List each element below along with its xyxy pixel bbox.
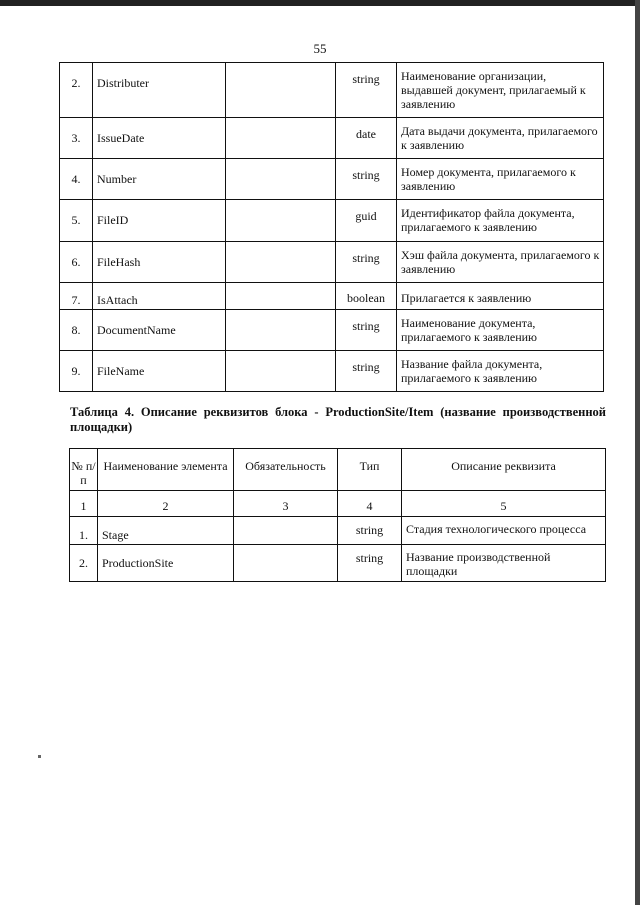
header-cell: № п/п — [70, 449, 98, 491]
element-name-cell: IsAttach — [93, 283, 226, 310]
element-name-cell: Distributer — [93, 63, 226, 118]
column-number-cell: 2 — [98, 491, 234, 517]
table-row — [60, 242, 604, 283]
type-cell: string — [336, 159, 397, 200]
row-number-cell: 9. — [60, 351, 93, 392]
required-cell — [234, 517, 338, 545]
type-cell: guid — [336, 200, 397, 242]
column-number-cell: 1 — [70, 491, 98, 517]
type-cell: string — [336, 310, 397, 351]
description-cell: Номер документа, прилагаемого к заявлению — [397, 159, 604, 200]
scan-top-border — [0, 0, 640, 6]
table-row — [60, 63, 604, 118]
description-cell: Хэш файла документа, прилагаемого к заявлению — [397, 242, 604, 283]
table-3-continuation — [59, 62, 604, 392]
table-row — [60, 200, 604, 242]
type-cell: date — [336, 118, 397, 159]
description-cell: Дата выдачи документа, прилагаемого к заявлению — [397, 118, 604, 159]
description-cell: Название производственной площадки — [402, 545, 606, 582]
scan-speck — [38, 755, 41, 758]
required-cell — [234, 545, 338, 582]
required-cell — [226, 283, 336, 310]
table-row — [60, 310, 604, 351]
row-number-cell: 8. — [60, 310, 93, 351]
description-cell: Наименование организации, выдавшей документ, прилагаемый к заявлению — [397, 63, 604, 118]
type-cell: string — [338, 517, 402, 545]
type-cell: boolean — [336, 283, 397, 310]
row-number-cell: 5. — [60, 200, 93, 242]
required-cell — [226, 159, 336, 200]
row-number-cell: 4. — [60, 159, 93, 200]
type-cell: string — [336, 63, 397, 118]
element-name-cell: Number — [93, 159, 226, 200]
table-4-caption: Таблица 4. Описание реквизитов блока - ProductionSite/Item (название производственной площадки) — [70, 405, 606, 434]
description-cell: Идентификатор файла документа, прилагаемого к заявлению — [397, 200, 604, 242]
type-cell: string — [336, 242, 397, 283]
row-number-cell: 3. — [60, 118, 93, 159]
table-4 — [69, 448, 606, 582]
element-name-cell: FileID — [93, 200, 226, 242]
type-cell: string — [336, 351, 397, 392]
required-cell — [226, 118, 336, 159]
table-row — [60, 159, 604, 200]
type-cell: string — [338, 545, 402, 582]
element-name-cell: IssueDate — [93, 118, 226, 159]
description-cell: Название файла документа, прилагаемого к заявлению — [397, 351, 604, 392]
table-row — [70, 517, 606, 545]
scan-right-border — [635, 0, 640, 905]
row-number-cell: 7. — [60, 283, 93, 310]
row-number-cell: 2. — [70, 545, 98, 582]
page-number: 55 — [313, 41, 327, 56]
table-row — [60, 351, 604, 392]
table-4-column-numbers-row — [70, 491, 606, 517]
required-cell — [226, 310, 336, 351]
element-name-cell: FileHash — [93, 242, 226, 283]
row-number-cell: 2. — [60, 63, 93, 118]
description-cell: Стадия технологического процесса — [402, 517, 606, 545]
element-name-cell: Stage — [98, 517, 234, 545]
column-number-cell: 4 — [338, 491, 402, 517]
row-number-cell: 1. — [70, 517, 98, 545]
header-cell: Тип — [338, 449, 402, 491]
column-number-cell: 5 — [402, 491, 606, 517]
table-row — [70, 545, 606, 582]
required-cell — [226, 200, 336, 242]
required-cell — [226, 242, 336, 283]
description-cell: Наименование документа, прилагаемого к заявлению — [397, 310, 604, 351]
header-cell: Обязательность — [234, 449, 338, 491]
element-name-cell: DocumentName — [93, 310, 226, 351]
header-cell: Описание реквизита — [402, 449, 606, 491]
description-cell: Прилагается к заявлению — [397, 283, 604, 310]
required-cell — [226, 351, 336, 392]
table-row — [60, 283, 604, 310]
row-number-cell: 6. — [60, 242, 93, 283]
column-number-cell: 3 — [234, 491, 338, 517]
required-cell — [226, 63, 336, 118]
table-4-header-row — [70, 449, 606, 491]
element-name-cell: FileName — [93, 351, 226, 392]
table-row — [60, 118, 604, 159]
header-cell: Наименование элемента — [98, 449, 234, 491]
element-name-cell: ProductionSite — [98, 545, 234, 582]
